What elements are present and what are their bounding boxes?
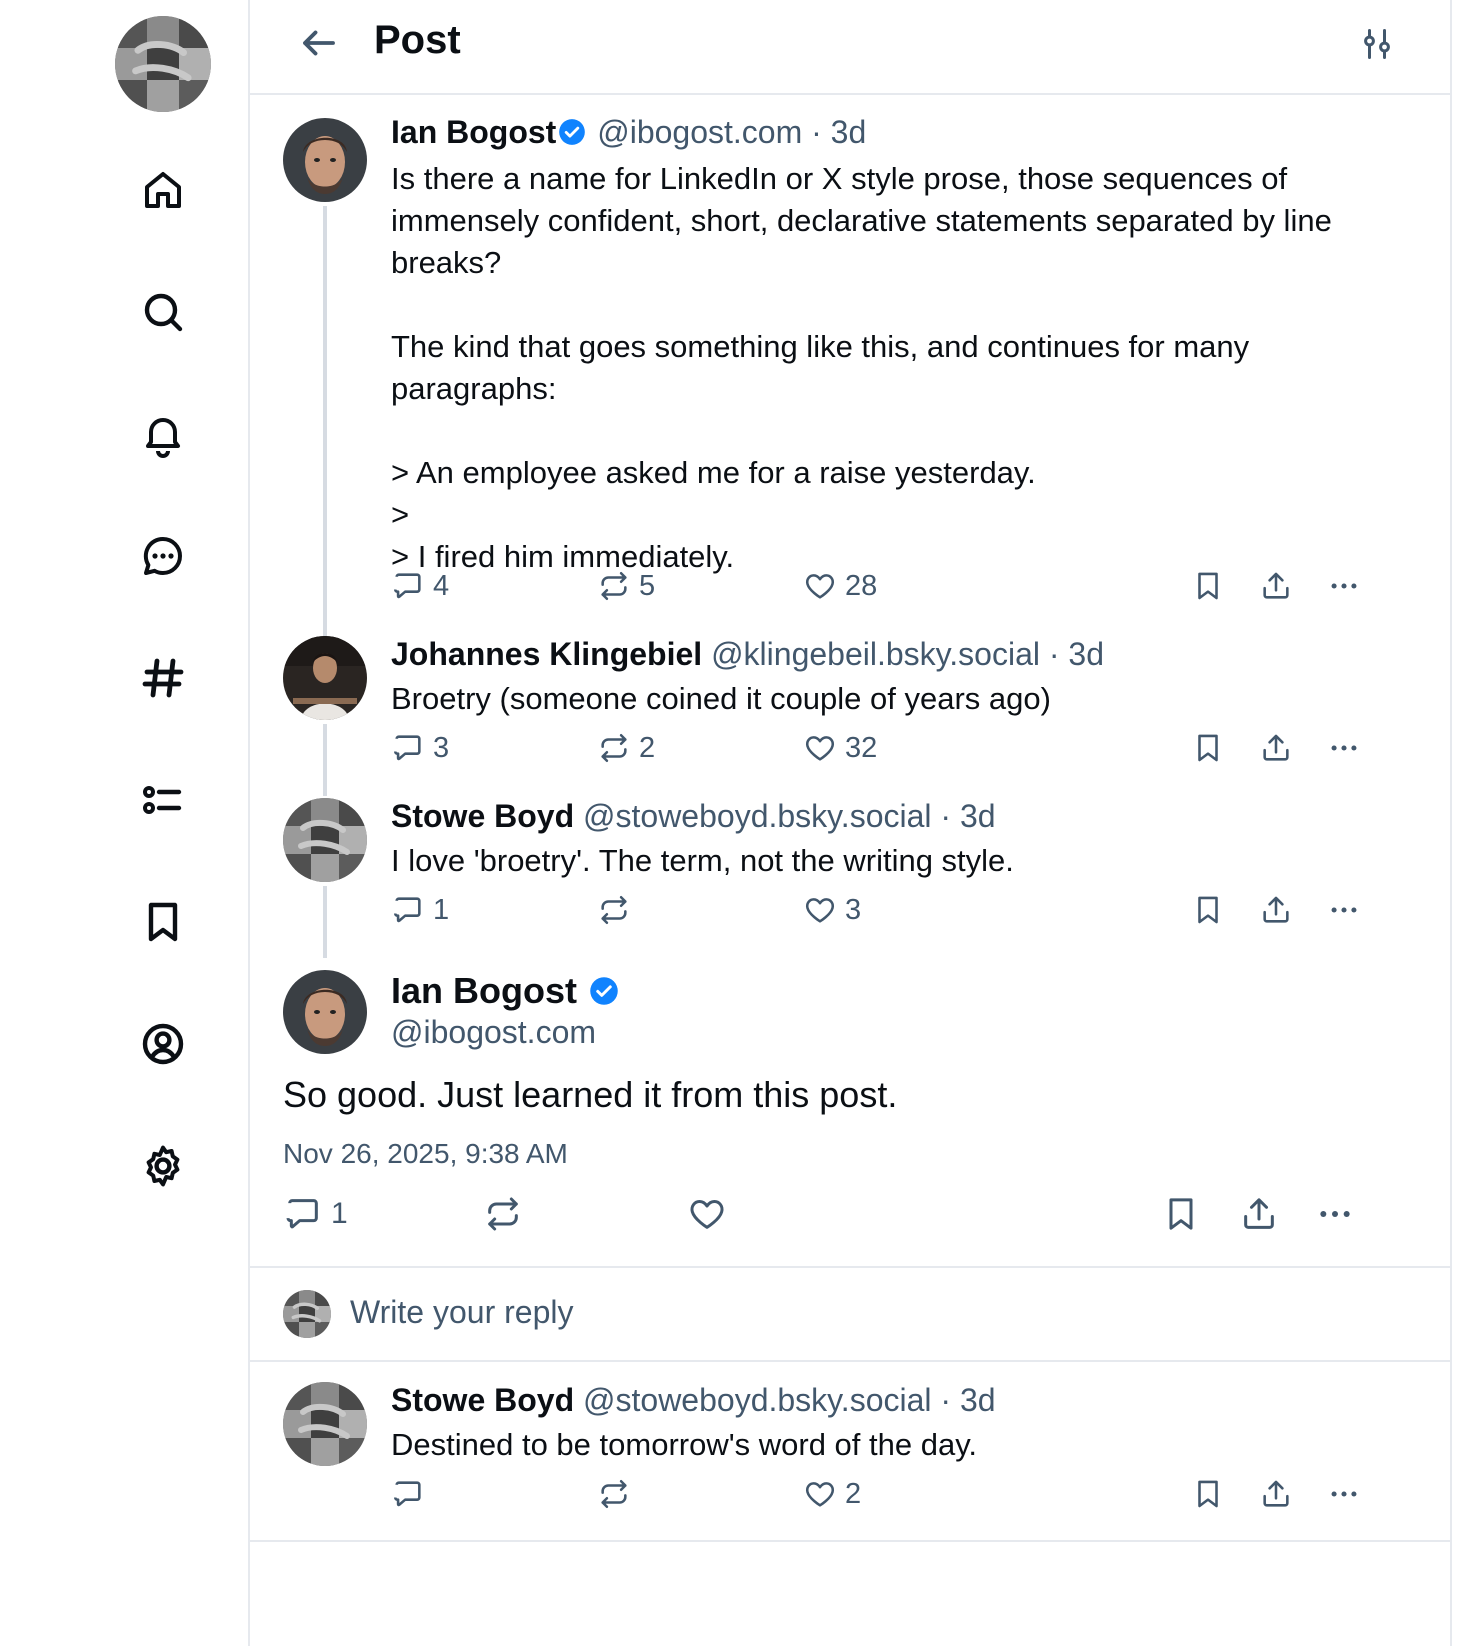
share-button[interactable] — [1259, 1474, 1293, 1514]
nav-chat[interactable] — [131, 524, 195, 588]
reply-input-placeholder[interactable]: Write your reply — [350, 1294, 574, 1330]
reply-button[interactable] — [391, 1474, 433, 1514]
nav-settings[interactable] — [131, 1134, 195, 1198]
author-handle[interactable]: @stoweboyd.bsky.social — [583, 1382, 932, 1418]
nav-search[interactable] — [131, 280, 195, 344]
repost-icon — [597, 569, 631, 603]
author-name[interactable]: Stowe Boyd — [391, 1382, 575, 1418]
heart-icon — [803, 731, 837, 765]
share-button[interactable] — [1259, 890, 1293, 930]
repost-icon — [597, 1477, 631, 1511]
post-text: So good. Just learned it from this post. — [283, 1074, 898, 1115]
post-time[interactable]: 3d — [959, 798, 996, 834]
like-button[interactable]: 3 — [803, 890, 861, 930]
heart-icon — [803, 569, 837, 603]
share-icon — [1259, 893, 1293, 927]
bookmark-icon — [139, 898, 187, 946]
nav-saved[interactable] — [131, 890, 195, 954]
heart-icon — [803, 893, 837, 927]
avatar[interactable] — [283, 970, 367, 1054]
repost-icon — [483, 1194, 523, 1234]
more-button[interactable] — [1327, 728, 1361, 768]
hashtag-icon — [139, 654, 187, 702]
reply-composer[interactable] — [250, 1268, 1450, 1360]
left-nav — [0, 0, 248, 1646]
nav-notifications[interactable] — [131, 402, 195, 466]
home-icon — [139, 166, 187, 214]
like-button[interactable]: 32 — [803, 728, 877, 768]
post-time[interactable]: 3d — [1068, 636, 1105, 672]
repost-button[interactable] — [597, 1474, 639, 1514]
repost-icon — [597, 731, 631, 765]
more-button[interactable] — [1327, 890, 1361, 930]
arrow-left-icon — [298, 22, 340, 64]
avatar[interactable] — [283, 798, 367, 882]
post-text: Broetry (someone coined it couple of years ago) — [391, 681, 1051, 716]
nav-home[interactable] — [131, 158, 195, 222]
thread-post[interactable] — [250, 794, 1450, 944]
author-name[interactable]: Ian Bogost — [391, 114, 557, 150]
gear-icon — [139, 1142, 187, 1190]
share-button[interactable] — [1259, 728, 1293, 768]
more-icon — [1315, 1194, 1355, 1234]
bookmark-icon — [1161, 1194, 1201, 1234]
bookmark-icon — [1191, 893, 1225, 927]
post-text: Is there a name for LinkedIn or X style prose, those sequences of immensely confident, short, declarative statements separated by line breaks? The kind that goes something like this, and continues for many paragraphs: > An employee asked me for a raise yesterday. > > I fired him immediately. — [391, 161, 1332, 574]
repost-button[interactable] — [483, 1192, 531, 1236]
post-time[interactable]: 3d — [959, 1382, 996, 1418]
post-actions — [391, 890, 1401, 930]
nav-profile[interactable] — [131, 1012, 195, 1076]
thread-line — [323, 886, 327, 958]
post-text: Destined to be tomorrow's word of the day. — [391, 1427, 978, 1462]
more-button[interactable] — [1315, 1192, 1355, 1236]
more-icon — [1327, 893, 1361, 927]
more-icon — [1327, 731, 1361, 765]
thread-post[interactable] — [250, 632, 1450, 782]
avatar[interactable] — [283, 636, 367, 720]
author-name[interactable]: Ian Bogost — [391, 970, 621, 1012]
author-name[interactable]: Johannes Klingebiel — [391, 636, 703, 672]
post-header: Johannes Klingebiel @klingebeil.bsky.social · 3d — [391, 636, 1105, 672]
post-actions — [391, 728, 1401, 768]
repost-button[interactable] — [597, 890, 639, 930]
share-button[interactable] — [1239, 1192, 1279, 1236]
heart-icon — [687, 1194, 727, 1234]
nav-feeds[interactable] — [131, 646, 195, 710]
post-actions — [283, 1192, 1383, 1236]
bookmark-icon — [1191, 569, 1225, 603]
post-header: Stowe Boyd @stoweboyd.bsky.social · 3d — [391, 798, 996, 834]
repost-button[interactable]: 5 — [597, 566, 655, 606]
bookmark-button[interactable] — [1191, 566, 1225, 606]
share-button[interactable] — [1259, 566, 1293, 606]
share-icon — [1259, 731, 1293, 765]
verified-badge-icon — [558, 118, 586, 146]
nav-lists[interactable] — [131, 768, 195, 832]
divider — [250, 1540, 1450, 1542]
bookmark-icon — [1191, 731, 1225, 765]
like-button[interactable] — [687, 1192, 735, 1236]
post-header: Ian Bogost @ibogost.com · 3d — [391, 114, 867, 150]
reply-button[interactable]: 3 — [391, 728, 449, 768]
page-title: Post — [374, 18, 461, 62]
reply-button[interactable]: 4 — [391, 566, 449, 606]
author-name[interactable]: Stowe Boyd — [391, 798, 575, 834]
reply-icon — [391, 569, 425, 603]
bookmark-button[interactable] — [1191, 890, 1225, 930]
my-avatar — [283, 1290, 331, 1338]
like-button[interactable]: 28 — [803, 566, 877, 606]
more-icon — [1327, 1477, 1361, 1511]
search-icon — [139, 288, 187, 336]
more-button[interactable] — [1327, 566, 1361, 606]
thread-options-button[interactable] — [1355, 22, 1399, 66]
author-handle[interactable]: @klingebeil.bsky.social — [711, 636, 1040, 672]
share-icon — [1239, 1194, 1279, 1234]
reply-button[interactable]: 1 — [283, 1192, 348, 1236]
post-thread — [248, 0, 1452, 1646]
avatar[interactable] — [283, 118, 367, 202]
page-header — [250, 0, 1450, 95]
post-text: I love 'broetry'. The term, not the writing style. — [391, 843, 1014, 878]
reply-icon — [391, 731, 425, 765]
more-button[interactable] — [1327, 1474, 1361, 1514]
heart-icon — [803, 1477, 837, 1511]
reply-post[interactable] — [250, 1378, 1450, 1528]
bell-icon — [139, 410, 187, 458]
chat-icon — [139, 532, 187, 580]
share-icon — [1259, 1477, 1293, 1511]
thread-line — [323, 206, 327, 636]
thread-post[interactable] — [250, 110, 1450, 610]
post-time[interactable]: 3d — [830, 114, 867, 150]
thread-line — [323, 724, 327, 796]
bookmark-button[interactable] — [1191, 728, 1225, 768]
profile-icon — [139, 1020, 187, 1068]
post-header: Stowe Boyd @stoweboyd.bsky.social · 3d — [391, 1382, 996, 1418]
sliders-icon — [1359, 26, 1395, 62]
avatar[interactable] — [283, 1382, 367, 1466]
divider — [250, 1360, 1450, 1362]
verified-badge-icon — [589, 976, 619, 1006]
like-button[interactable]: 2 — [803, 1474, 861, 1514]
author-handle[interactable]: @ibogost.com — [597, 114, 803, 150]
post-actions — [391, 1474, 1401, 1514]
reply-icon — [391, 893, 425, 927]
bookmark-button[interactable] — [1191, 1474, 1225, 1514]
repost-button[interactable]: 2 — [597, 728, 655, 768]
post-actions — [391, 566, 1401, 606]
post-date[interactable]: Nov 26, 2025, 9:38 AM — [283, 1138, 568, 1169]
author-handle[interactable]: @stoweboyd.bsky.social — [583, 798, 932, 834]
repost-icon — [597, 893, 631, 927]
more-icon — [1327, 569, 1361, 603]
reply-button[interactable]: 1 — [391, 890, 449, 930]
share-icon — [1259, 569, 1293, 603]
reply-icon — [391, 1477, 425, 1511]
list-icon — [139, 776, 187, 824]
back-button[interactable] — [296, 20, 342, 66]
author-handle[interactable]: @ibogost.com — [391, 1014, 597, 1050]
bookmark-button[interactable] — [1161, 1192, 1201, 1236]
reply-icon — [283, 1194, 323, 1234]
bookmark-icon — [1191, 1477, 1225, 1511]
my-avatar[interactable] — [115, 16, 211, 112]
